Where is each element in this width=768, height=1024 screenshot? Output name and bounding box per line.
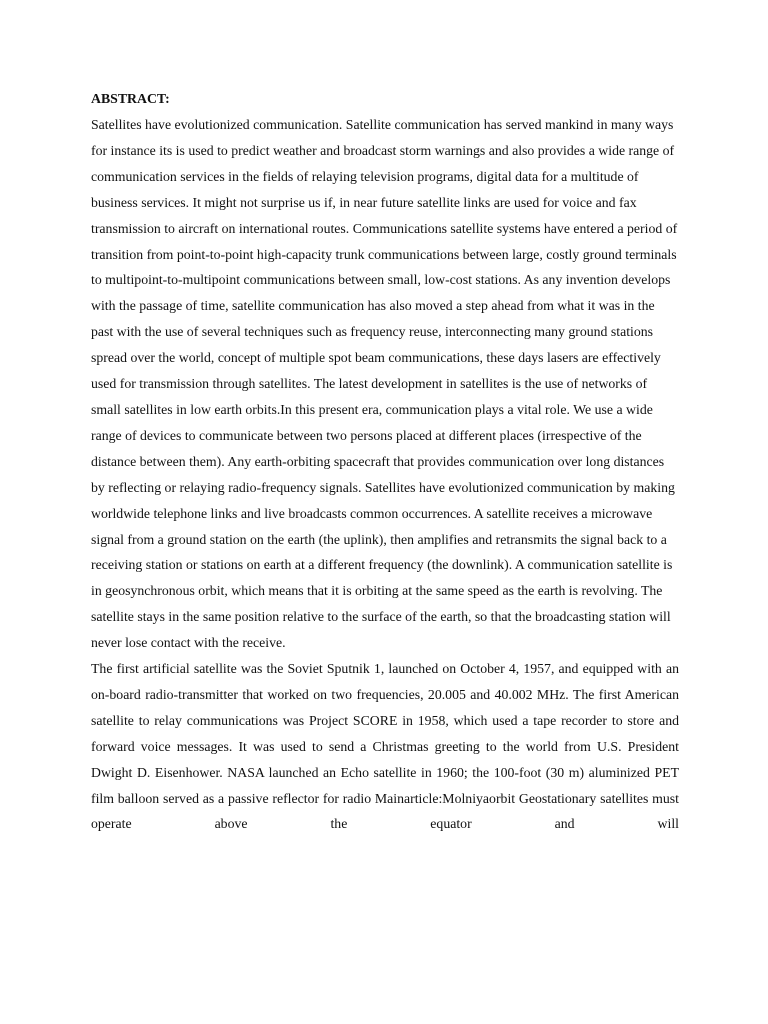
abstract-heading: ABSTRACT: <box>91 91 170 106</box>
history-paragraph: The first artificial satellite was the Soviet Sputnik 1, launched on October 4, 1957, and equipped with an on-board radio-transmitter that worked on two frequencies, 20.005 and 40.002 MHz. The first American satellite to relay communications was Project SCORE in 1958, which used a tape recorder to store and forward voice messages. It was used to send a Christmas greeting to the world from U.S. President Dwight D. Eisenhower. NASA launched an Echo satellite in 1960; the 100-foot (30 m) aluminized PET film balloon served as a passive reflector for radio Mainarticle:Molniyaorbit Geostationary satellites must operate above the equator and will <box>91 661 679 832</box>
abstract-paragraph: Satellites have evolutionized communication. Satellite communication has served mankind in many ways for instance its is used to predict weather and broadcast storm warnings and also provides a wide range of communication services in the fields of relaying television programs, digital data for a multitude of business services. It might not surprise us if, in near future satellite links are used for voice and fax transmission to aircraft on international routes. Communications satellite systems have entered a period of transition from point-to-point high-capacity trunk communications between large, costly ground terminals to multipoint-to-multipoint communications between small, low-cost stations. As any invention develops with the passage of time, satellite communication has also moved a step ahead from what it was in the past with the use of several techniques such as frequency reuse, interconnecting many ground stations spread over the world, concept of multiple spot beam communications, these days lasers are effectively used for transmission through satellites. The latest development in satellites is the use of networks of small satellites in low earth orbits.In this present era, communication plays a vital role. We use a wide range of devices to communicate between two persons placed at different places (irrespective of the distance between them). Any earth-orbiting spacecraft that provides communication over long distances by reflecting or relaying radio-frequency signals. Satellites have evolutionized communication by making worldwide telephone links and live broadcasts common occurrences. A satellite receives a microwave signal from a ground station on the earth (the uplink), then amplifies and retransmits the signal back to a receiving station or stations on earth at a different frequency (the downlink). A communication satellite is in geosynchronous orbit, which means that it is orbiting at the same speed as the earth is revolving. The satellite stays in the same position relative to the surface of the earth, so that the broadcasting station will never lose contact with the receive. <box>91 117 678 651</box>
document-page <box>91 86 679 837</box>
